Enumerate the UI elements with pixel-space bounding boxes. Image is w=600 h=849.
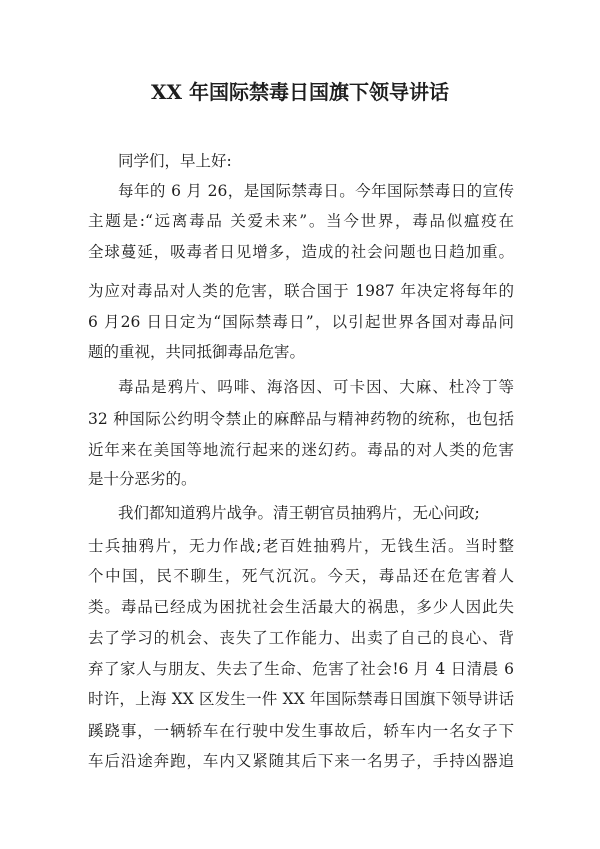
text-line: 近年来在美国等地流行起来的迷幻药。毒品的对人类的危害 [88,441,514,459]
text-line: 6 月26 日日定为“国际禁毒日”，以引起世界各国对毒品问 [88,313,514,331]
text-line: 为应对毒品对人类的危害，联合国于 1987 年决定将每年的 [88,282,514,300]
text-line: 我们都知道鸦片战争。清王朝官员抽鸦片，无心问政; [118,504,480,522]
text-line: 弃了家人与朋友、失去了生命、危害了社会!6 月 4 日清晨 6 [88,660,514,678]
text-line: 同学们，早上好: [118,152,232,170]
text-line: 士兵抽鸦片，无力作战;老百姓抽鸦片，无钱生活。当时整 [88,537,514,555]
document-title: XX 年国际禁毒日国旗下领导讲话 [151,80,449,104]
text-line: 类。毒品已经成为困扰社会生活最大的祸患，多少人因此失 [88,598,514,616]
text-line: 毒品是鸦片、吗啡、海洛因、可卡因、大麻、杜冷丁等 [118,378,514,396]
text-line: 32 种国际公约明令禁止的麻醉品与精神药物的统称，也包括 [88,410,514,428]
text-line: 主题是:“远离毒品 关爱未来”。当今世界，毒品似瘟疫在 [88,212,514,230]
text-line: 时许，上海 XX 区发生一件 XX 年国际禁毒日国旗下领导讲话 [88,690,514,708]
text-line: 个中国，民不聊生，死气沉沉。今天，毒品还在危害着人 [88,567,514,585]
text-line: 全球蔓延，吸毒者日见增多，造成的社会问题也日趋加重。 [88,243,514,261]
text-line: 蹊跷事，一辆轿车在行驶中发生事故后，轿车内一名女子下 [88,722,514,740]
text-line: 车后沿途奔跑，车内又紧随其后下来一名男子，手持凶器追 [88,752,514,770]
text-line: 每年的 6 月 26，是国际禁毒日。今年国际禁毒日的宣传 [118,182,514,200]
text-line: 去了学习的机会、丧失了工作能力、出卖了自己的良心、背 [88,629,514,647]
text-line: 题的重视，共同抵御毒品危害。 [88,343,306,361]
text-line: 是十分恶劣的。 [88,470,197,488]
